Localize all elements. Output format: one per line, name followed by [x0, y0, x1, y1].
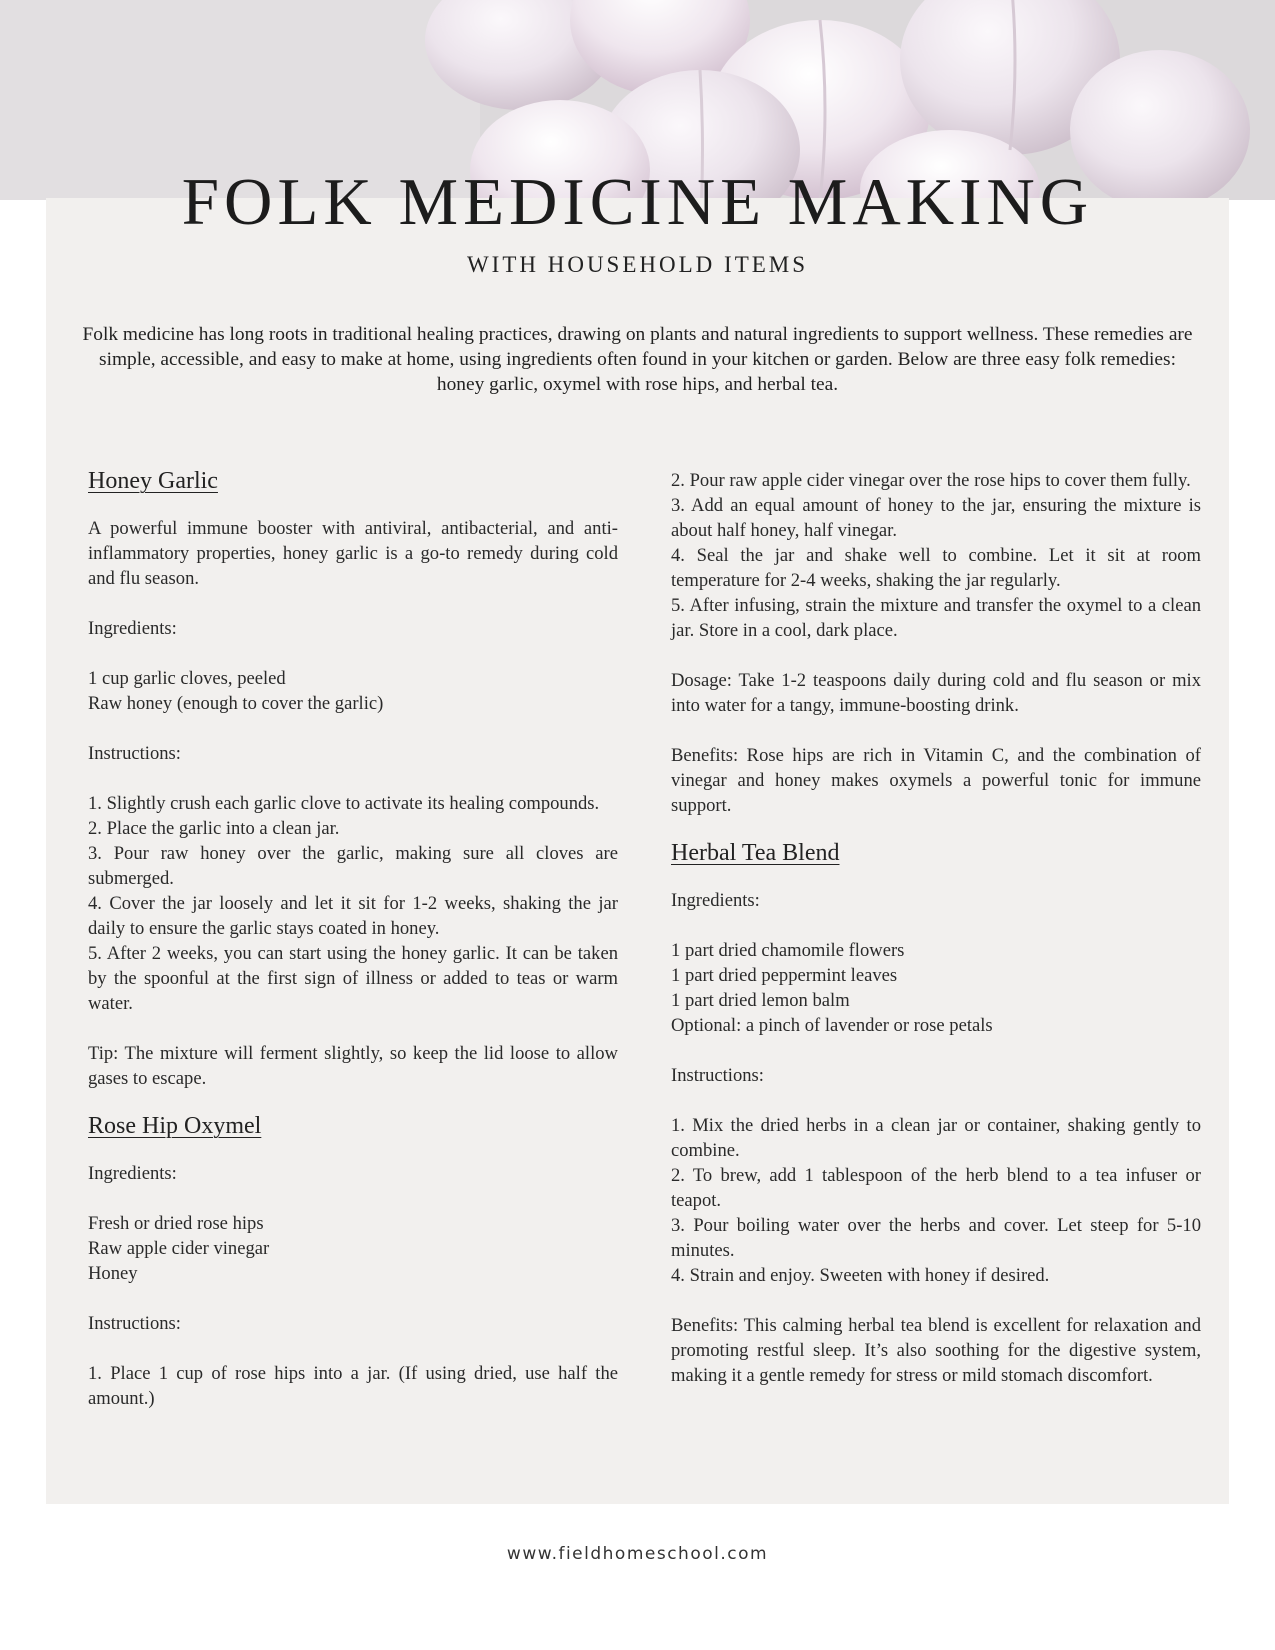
ingredient-item: Optional: a pinch of lavender or rose petals — [671, 1015, 993, 1036]
ingredient-item: 1 cup garlic cloves, peeled — [88, 668, 286, 689]
rose-hip-benefits: Benefits: Rose hips are rich in Vitamin C, and the combination of vinegar and honey makes oxymels a powerful tonic for immune support. — [671, 745, 1201, 816]
honey-garlic-ingredients-label: Ingredients: — [88, 618, 177, 639]
honey-garlic-heading: Honey Garlic — [88, 468, 218, 494]
ingredient-item: 1 part dried peppermint leaves — [671, 965, 898, 986]
herbal-tea-instructions-label: Instructions: — [671, 1065, 764, 1086]
instruction-step: 4. Seal the jar and shake well to combine. Let it sit at room temperature for 2-4 weeks, shaking the jar regularly. — [671, 545, 1201, 591]
rose-hip-instructions-label: Instructions: — [88, 1313, 181, 1334]
instruction-step: 4. Cover the jar loosely and let it sit for 1-2 weeks, shaking the jar daily to ensure the garlic stays coated in honey. — [88, 893, 618, 939]
ingredient-item: Raw apple cider vinegar — [88, 1238, 270, 1259]
instruction-step: 1. Mix the dried herbs in a clean jar or container, shaking gently to combine. — [671, 1115, 1201, 1161]
instruction-step: 1. Slightly crush each garlic clove to activate its healing compounds. — [88, 793, 600, 814]
page-title: FOLK MEDICINE MAKING — [181, 165, 1094, 239]
rose-hip-ingredients-label: Ingredients: — [88, 1163, 177, 1184]
herbal-tea-benefits: Benefits: This calming herbal tea blend is excellent for relaxation and promoting restful sleep. It’s also soothing for the digestive system, making it a gentle remedy for stress or mild stomach discomfort. — [671, 1315, 1201, 1386]
rose-hip-oxymel-heading: Rose Hip Oxymel — [88, 1113, 262, 1139]
herbal-tea-heading: Herbal Tea Blend — [671, 840, 840, 866]
honey-garlic-description: A powerful immune booster with antiviral, antibacterial, and anti-inflammatory properties, honey garlic is a go-to remedy during cold and flu season. — [88, 518, 618, 589]
instruction-step: 5. After 2 weeks, you can start using the honey garlic. It can be taken by the spoonful at the first sign of illness or added to teas or warm water. — [88, 943, 618, 1014]
ingredient-item: Raw honey (enough to cover the garlic) — [88, 693, 384, 714]
instruction-step: 4. Strain and enjoy. Sweeten with honey if desired. — [671, 1265, 1050, 1286]
instruction-step: 3. Pour boiling water over the herbs and cover. Let steep for 5-10 minutes. — [671, 1215, 1201, 1261]
rose-hip-dosage: Dosage: Take 1-2 teaspoons daily during cold and flu season or mix into water for a tangy, immune-boosting drink. — [671, 670, 1201, 716]
instruction-step: 3. Add an equal amount of honey to the jar, ensuring the mixture is about half honey, half vinegar. — [671, 495, 1201, 541]
instruction-step: 2. To brew, add 1 tablespoon of the herb blend to a tea infuser or teapot. — [671, 1165, 1201, 1211]
ingredient-item: Fresh or dried rose hips — [88, 1213, 264, 1234]
instruction-step: 2. Pour raw apple cider vinegar over the rose hips to cover them fully. — [671, 470, 1191, 491]
instruction-step: 3. Pour raw honey over the garlic, making sure all cloves are submerged. — [88, 843, 618, 889]
instruction-step: 1. Place 1 cup of rose hips into a jar. (If using dried, use half the amount.) — [88, 1363, 618, 1409]
right-column — [671, 468, 1201, 1388]
herbal-tea-ingredients-label: Ingredients: — [671, 890, 760, 911]
footer-url[interactable]: www.fieldhomeschool.com — [506, 1544, 769, 1564]
ingredient-item: 1 part dried chamomile flowers — [671, 940, 905, 961]
honey-garlic-tip: Tip: The mixture will ferment slightly, so keep the lid loose to allow gases to escape. — [88, 1043, 618, 1089]
left-column — [88, 466, 618, 1411]
page-subtitle: WITH HOUSEHOLD ITEMS — [466, 252, 809, 277]
honey-garlic-instructions-label: Instructions: — [88, 743, 181, 764]
instruction-step: 5. After infusing, strain the mixture and transfer the oxymel to a clean jar. Store in a cool, dark place. — [671, 595, 1201, 641]
ingredient-item: Honey — [88, 1263, 138, 1284]
intro-paragraph: Folk medicine has long roots in traditional healing practices, drawing on plants and natural ingredients to support wellness. These remedies are simple, accessible, and easy to make at home, using ingredients often found in your kitchen or garden. Below are three easy folk remedies: honey garlic, oxymel with rose hips, and herbal tea. — [82, 324, 1193, 395]
ingredient-item: 1 part dried lemon balm — [671, 990, 850, 1011]
instruction-step: 2. Place the garlic into a clean jar. — [88, 818, 340, 839]
